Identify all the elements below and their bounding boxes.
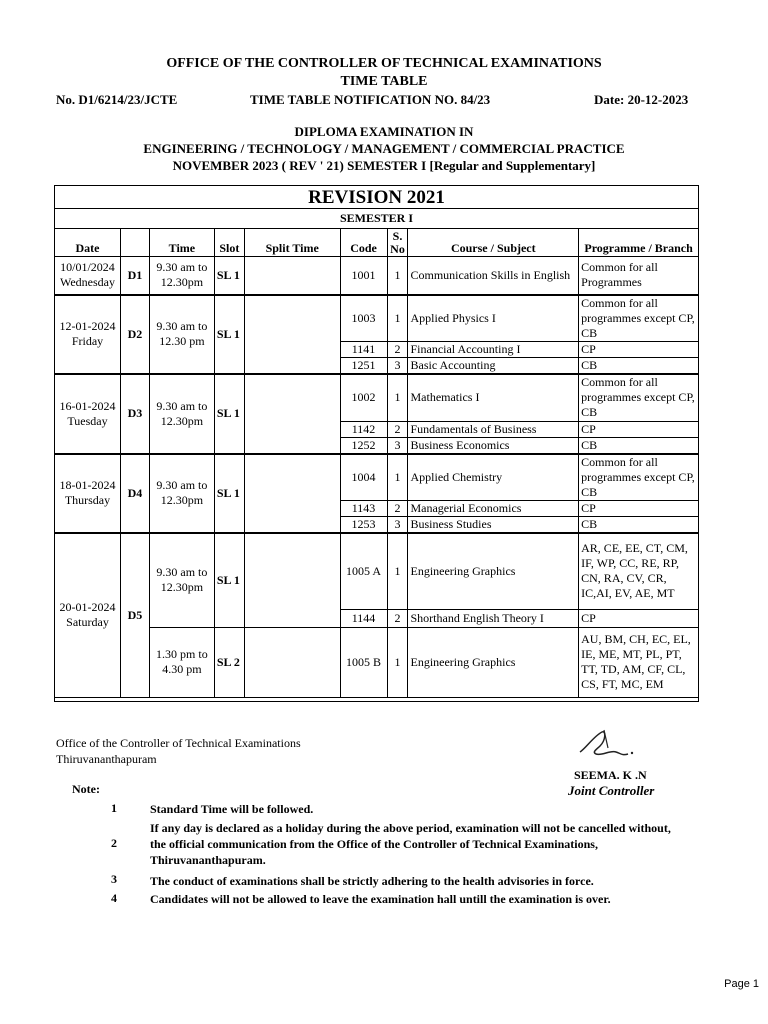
time-cell <box>149 627 214 697</box>
time-start: 1.30 pm to <box>156 647 208 661</box>
col-sno-b: No <box>390 241 405 256</box>
programme-cell <box>579 533 699 609</box>
programme-cell: CB <box>579 517 699 534</box>
code-cell: 1251 <box>340 358 387 375</box>
code-cell: 1141 <box>340 342 387 358</box>
date-text: 10/01/2024 <box>60 260 115 275</box>
course-cell: Financial Accounting I <box>408 342 579 358</box>
programme-line: Common for all <box>581 260 658 275</box>
col-sno <box>387 229 408 257</box>
reference-number: No. D1/6214/23/JCTE <box>56 92 178 107</box>
split-time-cell <box>244 627 340 697</box>
col-day <box>120 229 149 257</box>
programme-line: Programmes <box>581 275 642 290</box>
sno-cell: 2 <box>387 421 408 437</box>
programme-cell: CB <box>579 437 699 454</box>
course-cell: Business Economics <box>408 437 579 454</box>
weekday-text: Saturday <box>66 615 109 630</box>
sno-cell: 2 <box>387 342 408 358</box>
programme-line: CB <box>581 484 598 499</box>
day-code: D5 <box>120 533 149 697</box>
time-start: 9.30 am to <box>156 565 208 580</box>
day-code: D4 <box>120 454 149 534</box>
weekday-text: Tuesday <box>67 413 108 428</box>
date-cell <box>55 454 121 534</box>
note-number: 4 <box>111 891 117 905</box>
programme-line: CN, RA, CV, CR, <box>581 571 667 586</box>
course-cell: Applied Physics I <box>408 295 579 342</box>
sno-cell: 1 <box>387 533 408 609</box>
code-cell: 1003 <box>340 295 387 342</box>
date-text: 16-01-2024 <box>59 398 116 413</box>
issuing-office: Office of the Controller of Technical Examinations <box>56 736 301 750</box>
sno-cell: 3 <box>387 437 408 454</box>
programme-cell <box>579 627 699 697</box>
programme-cell: CP <box>579 342 699 358</box>
sno-cell: 3 <box>387 358 408 375</box>
day-code: D3 <box>120 374 149 454</box>
time-cell <box>149 374 214 454</box>
programme-line: Common for all <box>581 375 658 390</box>
notification-date: Date: 20-12-2023 <box>594 92 689 107</box>
split-time-cell <box>244 295 340 375</box>
signer-name: SEEMA. K .N <box>574 768 647 782</box>
course-cell: Mathematics I <box>408 374 579 421</box>
code-cell: 1002 <box>340 374 387 421</box>
code-cell: 1144 <box>340 609 387 627</box>
col-programme: Programme / Branch <box>579 229 699 257</box>
sno-cell: 2 <box>387 609 408 627</box>
date-text: 12-01-2024 <box>59 319 116 334</box>
programme-line: TT, TD, AM, CF, CL, <box>581 662 686 676</box>
date-text: 20-01-2024 <box>59 600 116 615</box>
date-cell <box>55 374 121 454</box>
programme-line: programmes except CP, <box>581 310 695 325</box>
programme-cell <box>579 454 699 501</box>
slot-cell: SL 1 <box>214 454 244 534</box>
programme-line: CS, FT, MC, EM <box>581 677 664 691</box>
col-course: Course / Subject <box>408 229 579 257</box>
code-cell: 1142 <box>340 421 387 437</box>
course-cell: Shorthand English Theory I <box>408 609 579 627</box>
time-cell <box>149 454 214 534</box>
date-cell <box>55 533 121 697</box>
code-cell: 1004 <box>340 454 387 501</box>
programme-line: programmes except CP, <box>581 469 695 484</box>
sno-cell: 3 <box>387 517 408 534</box>
slot-cell: SL 1 <box>214 257 244 295</box>
page-number: Page 1 <box>724 978 759 990</box>
revision-title: REVISION 2021 <box>54 185 699 209</box>
programme-cell: CP <box>579 421 699 437</box>
time-end: 12.30 pm <box>159 334 205 349</box>
date-text: 18-01-2024 <box>59 478 116 493</box>
weekday-text: Wednesday <box>59 275 115 290</box>
note-number: 1 <box>111 801 117 815</box>
exam-streams: ENGINEERING / TECHNOLOGY / MANAGEMENT / COMMERCIAL PRACTICE <box>143 141 625 156</box>
signature-image <box>572 722 642 762</box>
programme-line: CB <box>581 405 598 420</box>
programme-cell: CB <box>579 358 699 375</box>
programme-line: IE, ME, MT, PL, PT, <box>581 647 682 661</box>
programme-line: AR, CE, EE, CT, CM, <box>581 541 688 556</box>
split-time-cell <box>244 454 340 534</box>
table-row <box>55 454 699 501</box>
signer-designation: Joint Controller <box>568 783 655 798</box>
note-label: Note: <box>72 782 100 796</box>
table-row <box>55 257 699 295</box>
col-date: Date <box>55 229 121 257</box>
exam-title: DIPLOMA EXAMINATION IN <box>294 124 474 139</box>
time-start: 9.30 am to <box>156 398 208 413</box>
table-row <box>55 374 699 421</box>
programme-line: programmes except CP, <box>581 390 695 405</box>
exam-session: NOVEMBER 2023 ( REV ' 21) SEMESTER I [Regular and Supplementary] <box>172 158 596 173</box>
table-row <box>55 533 699 609</box>
timetable <box>54 228 699 698</box>
split-time-cell <box>244 374 340 454</box>
programme-line: AU, BM, CH, EC, EL, <box>581 632 691 646</box>
note-text: Standard Time will be followed. <box>150 802 314 816</box>
table-row <box>55 627 699 697</box>
sno-cell: 1 <box>387 257 408 295</box>
course-cell: Business Studies <box>408 517 579 534</box>
time-cell <box>149 257 214 295</box>
programme-line: IC,AI, EV, AE, MT <box>581 586 675 601</box>
col-sno-a: S. <box>392 228 403 243</box>
code-cell: 1005 A <box>340 533 387 609</box>
time-cell <box>149 533 214 627</box>
time-start: 9.30 am to <box>156 319 208 334</box>
course-cell: Fundamentals of Business <box>408 421 579 437</box>
sno-cell: 1 <box>387 295 408 342</box>
time-end: 12.30pm <box>160 275 204 290</box>
date-cell <box>55 257 121 295</box>
day-code: D2 <box>120 295 149 375</box>
course-cell: Basic Accounting <box>408 358 579 375</box>
course-cell: Engineering Graphics <box>408 533 579 609</box>
split-time-cell <box>244 533 340 627</box>
sno-cell: 1 <box>387 374 408 421</box>
time-end: 12.30pm <box>160 493 204 508</box>
notification-number: TIME TABLE NOTIFICATION NO. 84/23 <box>250 92 491 107</box>
sno-cell: 1 <box>387 627 408 697</box>
time-cell <box>149 295 214 375</box>
split-time-cell <box>244 257 340 295</box>
programme-cell <box>579 295 699 342</box>
course-cell: Communication Skills in English <box>408 257 579 295</box>
note-number: 3 <box>111 872 117 886</box>
code-cell: 1253 <box>340 517 387 534</box>
sno-cell: 1 <box>387 454 408 501</box>
code-cell: 1143 <box>340 501 387 517</box>
table-header-row <box>55 229 699 257</box>
note-text: Candidates will not be allowed to leave the examination hall untill the examination is over. <box>150 892 611 906</box>
document-title: TIME TABLE <box>340 74 428 89</box>
time-end: 4.30 pm <box>162 662 202 676</box>
code-cell: 1005 B <box>340 627 387 697</box>
note-number: 2 <box>111 836 117 850</box>
issuing-city: Thiruvananthapuram <box>56 752 157 766</box>
date-cell <box>55 295 121 375</box>
semester-title: SEMESTER I <box>339 211 414 225</box>
programme-cell: CP <box>579 609 699 627</box>
programme-cell <box>579 257 699 295</box>
col-time: Time <box>149 229 214 257</box>
time-start: 9.30 am to <box>156 478 208 493</box>
programme-cell <box>579 374 699 421</box>
course-cell: Managerial Economics <box>408 501 579 517</box>
slot-cell: SL 1 <box>214 295 244 375</box>
programme-line: IF, WP, CC, RE, RP, <box>581 556 679 571</box>
time-start: 9.30 am to <box>156 260 208 275</box>
time-end: 12.30pm <box>160 413 204 428</box>
col-slot: Slot <box>214 229 244 257</box>
office-title: OFFICE OF THE CONTROLLER OF TECHNICAL EXAMINATIONS <box>166 56 602 71</box>
note-text: If any day is declared as a holiday during the above period, examination will not be cancelled without, the official communication from the Office of the Controller of Technical Examinations, Thiruvananthapuram. <box>150 821 671 867</box>
time-end: 12.30pm <box>160 580 204 595</box>
day-code: D1 <box>120 257 149 295</box>
slot-cell: SL 2 <box>214 627 244 697</box>
course-cell: Engineering Graphics <box>408 627 579 697</box>
sno-cell: 2 <box>387 501 408 517</box>
programme-cell: CP <box>579 501 699 517</box>
col-code: Code <box>340 229 387 257</box>
programme-line: CB <box>581 325 598 340</box>
col-split-time: Split Time <box>244 229 340 257</box>
programme-line: Common for all <box>581 454 658 469</box>
note-text: The conduct of examinations shall be strictly adhering to the health advisories in force. <box>150 874 594 888</box>
table-row <box>55 295 699 342</box>
programme-line: Common for all <box>581 295 658 310</box>
slot-cell: SL 1 <box>214 533 244 627</box>
code-cell: 1252 <box>340 437 387 454</box>
weekday-text: Friday <box>71 334 104 349</box>
course-cell: Applied Chemistry <box>408 454 579 501</box>
code-cell: 1001 <box>340 257 387 295</box>
weekday-text: Thursday <box>64 493 111 508</box>
slot-cell: SL 1 <box>214 374 244 454</box>
